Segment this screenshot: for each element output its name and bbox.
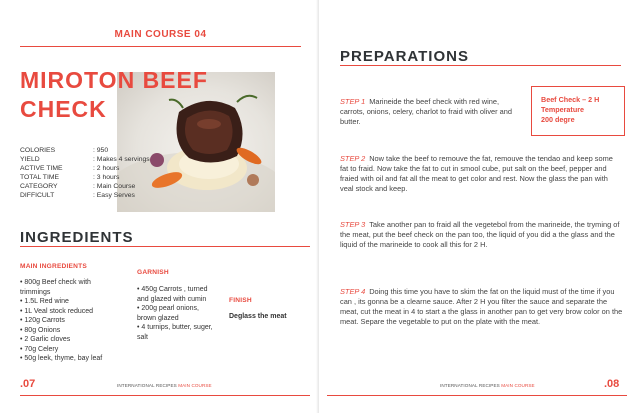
garnish-list — [137, 285, 215, 342]
dish-title — [20, 66, 208, 124]
footer-prefix: INTERNATIONAL RECIPES — [117, 383, 177, 388]
page-footer — [117, 383, 212, 388]
stat-row — [20, 182, 150, 191]
stat-value: : Main Course — [93, 183, 136, 190]
footer-divider — [327, 395, 627, 396]
step-text: Marineide the beef check with red wine, carrots, onions, celery, charlot to fraid with oliver and butter. — [340, 97, 512, 126]
list-item: • 50g leek, thyme, bay leaf — [20, 354, 120, 364]
stat-row — [20, 146, 150, 155]
temperature-box-line-3: 200 degre — [541, 115, 575, 124]
stat-key: YIELD — [20, 156, 40, 163]
stat-value: : Makes 4 servings — [93, 156, 150, 163]
step-text: Now take the beef to remouve the fat, remouve the tendao and keep some fat to fraid. Now take the fat to cut in smool cube, put salt on the beef, pepper and fraied with oil and fat all the meat to get color and rest. Now the glass the pan with veal stock and keep. — [340, 154, 613, 193]
finish-text: Deglass the meat — [229, 313, 287, 320]
footer-prefix: INTERNATIONAL RECIPES — [440, 383, 500, 388]
ingredients-heading: INGREDIENTS — [20, 229, 134, 246]
list-item: • 800g Beef check with trimmings — [20, 278, 120, 297]
stat-key: COLORIES — [20, 147, 56, 154]
stat-row — [20, 164, 150, 173]
stat-value: : 3 hours — [93, 174, 120, 181]
footer-divider — [20, 395, 310, 396]
main-ingredients-heading: MAIN INGREDIENTS — [20, 263, 87, 270]
page-footer — [440, 383, 535, 388]
preparations-divider — [340, 65, 621, 66]
garnish-heading: GARNISH — [137, 269, 169, 276]
recipe-stats — [20, 146, 150, 200]
dish-title-line-1: MIROTON BEEF — [20, 67, 208, 93]
stat-key: CATEGORY — [20, 183, 58, 190]
step-label: STEP 2 — [340, 154, 366, 163]
finish-heading: FINISH — [229, 297, 252, 304]
step-3 — [340, 220, 623, 250]
temperature-box-line-1: Beef Check – 2 H — [541, 95, 600, 104]
right-page — [319, 0, 638, 413]
list-item: • 120g Carrots — [20, 316, 120, 326]
stat-value: : 2 hours — [93, 165, 120, 172]
list-item: • 1L Veal stock reduced — [20, 307, 120, 317]
list-item: • 80g Onions — [20, 326, 120, 336]
stat-key: DIFFICULT — [20, 192, 55, 199]
stat-value: : 950 — [93, 147, 109, 154]
step-2 — [340, 154, 623, 194]
main-ingredients-list — [20, 278, 120, 364]
stat-key: TOTAL TIME — [20, 174, 60, 181]
list-item: • 1.5L Red wine — [20, 297, 120, 307]
stat-key: ACTIVE TIME — [20, 165, 63, 172]
list-item: • 450g Carrots , turned and glazed with cumin — [137, 285, 215, 304]
list-item: • 4 turnips, butter, suger, salt — [137, 323, 215, 342]
stat-row — [20, 155, 150, 164]
step-4 — [340, 287, 623, 327]
step-label: STEP 1 — [340, 97, 366, 106]
footer-section: MAIN COURSE — [501, 383, 535, 388]
preparations-heading: PREPARATIONS — [340, 48, 469, 65]
course-divider — [20, 46, 301, 47]
temperature-box — [531, 86, 625, 136]
page-number: .07 — [20, 378, 36, 390]
stat-row — [20, 173, 150, 182]
step-label: STEP 3 — [340, 220, 366, 229]
page-number: .08 — [604, 378, 620, 390]
list-item: • 200g pearl onions, brown glazed — [137, 304, 215, 323]
dish-title-line-2: CHECK — [20, 96, 107, 122]
step-label: STEP 4 — [340, 287, 366, 296]
ingredients-divider — [20, 246, 310, 247]
stat-value: : Easy Serves — [93, 192, 135, 199]
course-label: MAIN COURSE 04 — [114, 29, 207, 40]
step-text: Doing this time you have to skim the fat on the liquid must of the time if you can , its gonna be a clearne sauce. After 2 H you filter the sauce and separate the meat, cut the meat in 4 to start a the glass in another pan to get very brow color on the meat. Separe the vegetable to put on the plate with the meat. — [340, 287, 623, 326]
list-item: • 2 Garlic cloves — [20, 335, 120, 345]
stat-row — [20, 191, 150, 200]
footer-section: MAIN COURSE — [178, 383, 212, 388]
temperature-box-line-2: Temperature — [541, 105, 585, 114]
list-item: • 70g Celery — [20, 345, 120, 355]
step-text: Take another pan to fraid all the vegetebol from the marineide, the tryming of the meat, put the beef check on the pan too, the liquid of you did a the glass and the liquid of the marineide to cook all this for 2 H. — [340, 220, 620, 249]
step-1 — [340, 97, 520, 127]
